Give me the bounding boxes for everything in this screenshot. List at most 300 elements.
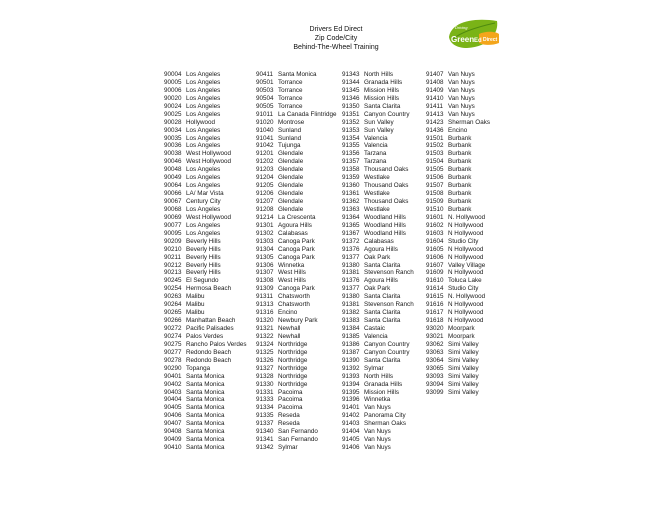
zip-code: 91403 [342,420,360,428]
zip-city-row [256,222,336,230]
zip-code: 91392 [342,364,360,372]
zip-code: 90245 [164,277,182,285]
city-name: Van Nuys [448,110,475,118]
zip-code: 91381 [342,269,360,277]
zip-code: 90006 [164,86,182,94]
zip-code: 91324 [256,340,274,348]
zip-code: 91355 [342,142,360,150]
zip-code: 93063 [426,348,444,356]
city-name: Studio City [448,285,479,293]
zip-code: 90024 [164,102,182,110]
city-name: Newhall [278,325,301,332]
city-name: Woodland Hills [364,229,406,237]
zip-code: 91377 [342,285,360,293]
city-name: Burbank [448,134,472,142]
zip-code: 91207 [256,198,274,205]
zip-city-row [256,436,336,444]
city-name: Torrance [278,102,303,110]
zip-city-row [426,206,490,214]
city-name: N Hollywood [448,317,484,325]
city-name: Sun Valley [364,118,394,126]
logo-direct-text: Direct [483,37,498,43]
zip-city-row [342,182,414,190]
city-name: Moorpark [448,332,475,340]
city-name: Sherman Oaks [364,420,406,428]
city-name: Torrance [278,86,303,94]
zip-code: 91334 [256,404,274,412]
zip-city-row [164,166,247,174]
zip-city-row [426,87,490,95]
zip-city-row [256,428,336,436]
zip-code: 93020 [426,325,444,332]
zip-city-row [426,214,490,222]
zip-city-row [426,135,490,143]
zip-city-row [342,206,414,214]
city-name: La Crescenta [278,213,316,221]
city-name: N Hollywood [448,229,484,237]
zip-city-row [164,127,247,135]
zip-city-row [164,404,247,412]
zip-city-row [426,246,490,254]
zip-city-row [256,365,336,373]
zip-city-row [256,444,336,452]
city-name: Beverly Hills [186,253,221,261]
city-name: Northridge [278,364,308,372]
zip-city-row [164,111,247,119]
city-name: Los Angeles [186,71,221,78]
city-name: Burbank [448,174,472,182]
company-name: Drivers Ed Direct [309,26,363,33]
zip-city-row [342,135,414,143]
city-name: Northridge [278,340,308,348]
zip-code: 90408 [164,428,182,436]
zip-city-row [256,396,336,404]
city-name: Granada Hills [364,78,403,86]
zip-city-row [426,166,490,174]
city-name: Simi Valley [448,380,479,388]
zip-city-row [164,95,247,103]
zip-code: 90211 [164,253,182,261]
zip-city-row [342,246,414,254]
zip-city-row [164,412,247,420]
zip-code: 91395 [342,388,360,396]
zip-city-row [256,190,336,198]
zip-code: 91387 [342,348,360,356]
city-name: Redondo Beach [186,356,232,364]
zip-code: 91322 [256,332,274,340]
zip-city-row [164,190,247,198]
city-name: Van Nuys [364,444,391,452]
zip-city-row [342,103,414,111]
zip-code: 90064 [164,182,182,190]
city-name: Mission Hills [364,388,399,396]
zip-city-row [256,71,336,79]
city-name: West Hollywood [186,150,232,158]
city-name: Thousand Oaks [364,182,409,190]
city-name: Simi Valley [448,356,479,364]
city-name: Thousand Oaks [364,166,409,174]
zip-code: 90077 [164,221,182,229]
zip-city-row [256,119,336,127]
zip-code: 90275 [164,340,182,348]
city-name: Burbank [448,182,472,190]
zip-code: 91506 [426,174,444,182]
zip-code: 91311 [256,293,274,301]
zip-code: 91383 [342,317,360,325]
zip-city-row [426,158,490,166]
zip-city-row [164,277,247,285]
zip-code: 91307 [256,269,274,277]
zip-code: 90402 [164,380,182,388]
zip-city-row [426,309,490,317]
zip-city-row [164,333,247,341]
zip-city-row [256,317,336,325]
zip-city-row [342,127,414,135]
zip-code: 91609 [426,269,444,277]
city-name: Sun Valley [364,126,394,134]
city-name: N Hollywood [448,301,484,309]
zip-city-row [426,269,490,277]
city-name: Valencia [364,332,388,340]
city-name: Los Angeles [186,78,221,86]
zip-code: 90406 [164,412,182,420]
zip-code: 91203 [256,166,274,174]
zip-code: 91384 [342,325,360,332]
zip-city-row [342,285,414,293]
zip-code: 91304 [256,245,274,253]
city-name: Mission Hills [364,94,399,102]
city-name: Canyon Country [364,348,410,356]
city-name: Rancho Palos Verdes [186,340,247,348]
zip-code: 90277 [164,348,182,356]
zip-city-row [342,79,414,87]
zip-code: 90501 [256,78,274,86]
zip-code: 91041 [256,134,274,142]
zip-city-row [342,444,414,452]
zip-city-row [164,381,247,389]
zip-city-row [164,230,247,238]
city-name: North Hills [364,71,394,78]
zip-city-row [426,190,490,198]
zip-city-row [426,111,490,119]
zip-city-row [426,230,490,238]
zip-code: 91303 [256,237,274,245]
zip-city-row [256,206,336,214]
zip-city-row [342,150,414,158]
city-name: Canoga Park [278,237,315,245]
city-name: Canoga Park [278,253,315,261]
zip-code: 90046 [164,158,182,166]
zip-city-row [426,103,490,111]
city-name: Reseda [278,412,300,420]
zip-code: 91604 [426,237,444,245]
zip-city-row [256,262,336,270]
city-name: Torrance [278,78,303,86]
zip-code: 90210 [164,245,182,253]
zip-city-row [164,269,247,277]
city-name: Stevenson Ranch [364,269,414,277]
zip-city-row [426,277,490,285]
city-name: Tarzana [364,158,387,166]
zip-code: 91502 [426,142,444,150]
zip-code: 91393 [342,372,360,380]
city-name: Woodland Hills [364,213,406,221]
zip-code: 91503 [426,150,444,158]
city-name: Los Angeles [186,166,221,174]
zip-city-row [426,285,490,293]
zip-code: 91402 [342,412,360,420]
city-name: Canyon Country [364,340,410,348]
city-name: Topanga [186,364,211,372]
zip-code: 91352 [342,118,360,126]
zip-code: 91363 [342,205,360,213]
zip-city-row [256,254,336,262]
zip-code: 91436 [426,126,444,134]
zip-city-row [164,71,247,79]
zip-city-row [164,420,247,428]
zip-city-row [256,301,336,309]
zip-city-row [426,389,490,397]
zip-code: 90025 [164,110,182,118]
zip-city-row [342,428,414,436]
city-name: Simi Valley [448,372,479,380]
zip-city-row [426,142,490,150]
zip-city-row [164,158,247,166]
city-name: Los Angeles [186,102,221,110]
zip-city-row [426,325,490,333]
city-name: N Hollywood [448,245,484,253]
zip-city-row [256,412,336,420]
zip-city-row [256,135,336,143]
zip-city-row [342,357,414,365]
city-name: LA/ Mar Vista [186,190,224,198]
zip-code: 91011 [256,110,274,118]
zip-city-row [342,222,414,230]
city-name: Oak Park [364,285,391,293]
city-name: Pacific Palisades [186,325,234,332]
city-name: Manhattan Beach [186,317,236,325]
city-name: Santa Monica [186,396,225,404]
city-name: Newbury Park [278,317,318,325]
zip-code: 90034 [164,126,182,134]
zip-code: 91326 [256,356,274,364]
city-name: Malibu [186,309,205,317]
city-name: Hermosa Beach [186,285,232,293]
city-name: Burbank [448,142,472,150]
zip-city-row [256,95,336,103]
zip-code: 91501 [426,134,444,142]
city-name: Tujunga [278,142,301,150]
city-name: Stevenson Ranch [364,301,414,309]
zip-city-row [342,277,414,285]
zip-code: 91341 [256,436,274,444]
zip-code: 90067 [164,198,182,205]
city-name: Sylmar [364,364,384,372]
zip-city-row [426,365,490,373]
city-name: Santa Clarita [364,261,401,269]
city-name: Sherman Oaks [448,118,490,126]
city-name: North Hills [364,372,394,380]
zip-code: 91201 [256,150,274,158]
zip-code: 91610 [426,277,444,285]
green-ed-direct-logo-icon [445,17,501,51]
city-name: West Hollywood [186,213,232,221]
zip-code: 91335 [256,412,274,420]
zip-city-row [164,182,247,190]
zip-city-row [426,381,490,389]
zip-city-row [164,365,247,373]
zip-city-row [342,119,414,127]
city-name: Castaic [364,325,385,332]
zip-code: 91302 [256,229,274,237]
zip-city-row [256,246,336,254]
zip-code: 91308 [256,277,274,285]
zip-code: 91509 [426,198,444,205]
city-name: Los Angeles [186,221,221,229]
city-name: N Hollywood [448,309,484,317]
city-name: Redondo Beach [186,348,232,356]
city-name: Los Angeles [186,229,221,237]
city-name: Winnetka [364,396,391,404]
zip-code: 93021 [426,332,444,340]
city-name: Chatsworth [278,293,310,301]
zip-city-row [164,150,247,158]
zip-city-row [426,262,490,270]
zip-code: 91605 [426,245,444,253]
city-name: Beverly Hills [186,261,221,269]
zip-city-row [342,262,414,270]
city-name: Santa Clarita [364,309,401,317]
logo-green-text: Green [451,35,475,44]
zip-city-row [164,389,247,397]
zip-code: 91357 [342,158,360,166]
city-name: N Hollywood [448,269,484,277]
zip-code: 90212 [164,261,182,269]
city-name: Valencia [364,134,388,142]
zip-code: 91386 [342,340,360,348]
zip-code: 91614 [426,285,444,293]
zip-city-row [426,357,490,365]
zip-code: 90504 [256,94,274,102]
zip-code: 91321 [256,325,274,332]
zip-city-row [426,127,490,135]
zip-code: 91327 [256,364,274,372]
zip-city-row [256,285,336,293]
zip-city-row [164,246,247,254]
zip-city-row [256,381,336,389]
zip-city-row [164,428,247,436]
zip-code: 91405 [342,436,360,444]
city-name: Agoura Hills [278,221,312,229]
zip-code: 90410 [164,444,182,452]
city-name: Van Nuys [448,71,475,78]
city-name: Torrance [278,94,303,102]
zip-city-row [164,436,247,444]
zip-city-row [426,341,490,349]
city-name: Westlake [364,174,390,182]
zip-code: 90020 [164,94,182,102]
zip-city-row [256,404,336,412]
zip-code: 91340 [256,428,274,436]
zip-city-row [342,95,414,103]
zip-code: 91618 [426,317,444,325]
zip-city-row [426,174,490,182]
zip-city-row [256,373,336,381]
zip-city-row [164,341,247,349]
city-name: Glendale [278,158,304,166]
city-name: N Hollywood [448,221,484,229]
city-name: Northridge [278,380,308,388]
zip-city-row [164,87,247,95]
zip-code: 91356 [342,150,360,158]
zip-city-row [256,309,336,317]
city-name: Agoura Hills [364,277,398,285]
city-name: Oak Park [364,253,391,261]
zip-city-row [164,349,247,357]
zip-code: 91360 [342,182,360,190]
zip-city-row [342,230,414,238]
zip-code: 91606 [426,253,444,261]
document-header [0,25,672,52]
zip-city-row [256,277,336,285]
zip-code: 90263 [164,293,182,301]
zip-city-row [342,373,414,381]
zip-city-row [426,182,490,190]
zip-city-row [342,238,414,246]
city-name: Sylmar [278,444,298,452]
city-name: Beverly Hills [186,237,221,245]
zip-code: 91396 [342,396,360,404]
city-name: Moorpark [448,325,475,332]
zip-code: 91305 [256,253,274,261]
zip-code: 91602 [426,221,444,229]
zip-code: 91301 [256,221,274,229]
zip-code: 90049 [164,174,182,182]
zip-code: 91205 [256,182,274,190]
zip-city-row [342,269,414,277]
city-name: West Hills [278,277,306,285]
zip-city-row [426,317,490,325]
zip-city-row [342,317,414,325]
city-name: Santa Clarita [364,293,401,301]
zip-code: 91361 [342,190,360,198]
zip-code: 91376 [342,245,360,253]
zip-city-row [256,230,336,238]
zip-city-row [342,190,414,198]
city-name: Chatsworth [278,301,310,309]
zip-city-row [256,150,336,158]
city-name: Los Angeles [186,182,221,190]
zip-city-row [342,436,414,444]
zip-city-row [256,325,336,333]
city-name: Newhall [278,332,301,340]
zip-code: 90069 [164,213,182,221]
zip-city-row [164,79,247,87]
city-name: Los Angeles [186,110,221,118]
zip-code: 91385 [342,332,360,340]
city-name: Malibu [186,293,205,301]
logo-tag-text: Driving [455,25,468,30]
city-name: Van Nuys [364,436,391,444]
city-name: West Hills [278,269,306,277]
zip-code: 91359 [342,174,360,182]
zip-code: 91380 [342,261,360,269]
zip-code: 93064 [426,356,444,364]
zip-code: 93094 [426,380,444,388]
city-name: Van Nuys [448,94,475,102]
zip-code: 91380 [342,293,360,301]
zip-city-row [342,111,414,119]
